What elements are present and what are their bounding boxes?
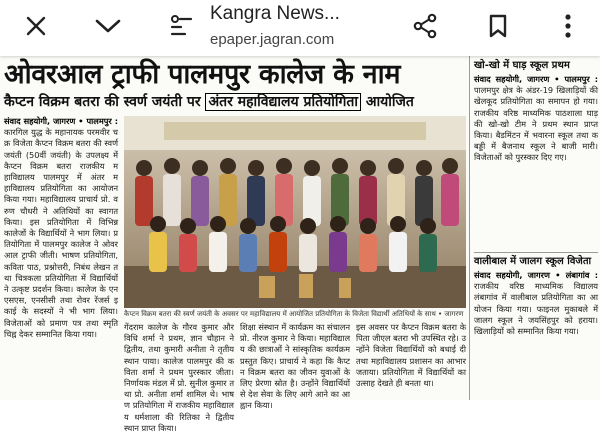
sidebar-dateline-2: संवाद सहयोगी, जागरण • लंबागांव : — [474, 270, 598, 280]
sidebar-story-2 — [474, 270, 598, 400]
photo-caption: कैप्टन विक्रम बतरा की स्वर्ण जयंती के अवसर पर महाविद्यालय में आयोजित प्रतियोगिता के विजेता विद्यार्थी अतिथियों के साथ • जागरण — [124, 310, 464, 318]
column-divider — [469, 56, 470, 400]
subhead-highlight: अंतर महाविद्यालय प्रतियोगिता — [205, 93, 360, 111]
article-column-4: इस अवसर पर कैप्टन विक्रम बतरा के पिता जीएल बतरा भी उपस्थित रहे। उन्होंने विजेता विद्यार्थियों को बधाई दी तथा महाविद्यालय प्रशासन का आभार जताया। प्रतियोगिता में विद्यार्थियों का उत्साह देखते ही बनता था। — [356, 322, 466, 389]
sidebar-story-1-text: पालमपुर क्षेत्र के अंडर-19 खिलाड़ियों की खेलकूद प्रतियोगिता का समापन हो गया। राजकीय वरिष्ठ माध्यमिक पाठशाला घाड़ की खो-खो टीम ने प्रथम स्थान प्राप्त किया। बैडमिंटन में भवारना स्कूल तथा कबड्डी में बैजनाथ स्कूल ने बाजी मारी। विजेताओं को पुरस्कार दिए गए। — [474, 85, 598, 163]
more-options-button[interactable] — [548, 6, 588, 46]
sidebar-dateline-1: संवाद सहयोगी, जागरण • पालमपुर : — [474, 74, 598, 84]
page-settings-button[interactable] — [162, 6, 202, 46]
epaper-page[interactable] — [0, 56, 600, 433]
article-column-2: गेंदराम कालेज के गौरव कुमार और विधि शर्मा ने प्रथम, ज्ञान चौहान ने द्वितीय, तथा कुमारी अनीता ने तृतीय स्थान पाया। कालेज पालमपुर की कविता शर्मा ने प्रथम पुरस्कार जीता। निर्णायक मंडल में प्रो. सुनील कुमार तथा प्रो. अनीता शर्मा शामिल थे। भाषण प्रतियोगिता में राजकीय महाविद्यालय धर्मशाला की रितिका ने द्वितीय स्थान प्राप्त किया। — [124, 322, 234, 433]
bookmark-button[interactable] — [478, 6, 518, 46]
subhead-prefix: कैप्टन विक्रम बतरा की स्वर्ण जयंती पर — [4, 94, 206, 110]
article-column-3: शिक्षा संस्थान में कार्यक्रम का संचालन प्रो. नीरज कुमार ने किया। महाविद्यालय की छात्राओं ने सांस्कृतिक कार्यक्रम प्रस्तुत किए। प्राचार्य ने कहा कि कैप्टन विक्रम बतरा का जीवन युवाओं के लिए प्रेरणा स्रोत है। उन्होंने विद्यार्थियों से देश सेवा के लिए आगे आने का आह्वान किया। — [240, 322, 350, 411]
article-subheadline — [4, 93, 466, 111]
browser-toolbar — [0, 0, 600, 56]
address-bar[interactable] — [210, 2, 390, 50]
bookmark-icon — [488, 14, 508, 38]
close-button[interactable] — [16, 6, 56, 46]
sidebar-headline-1: खो-खो में घाड़ स्कूल प्रथम — [474, 60, 570, 71]
share-icon — [412, 13, 438, 39]
chevron-down-icon — [95, 18, 121, 34]
sidebar-story-1 — [474, 74, 598, 248]
article-photo[interactable] — [124, 116, 466, 308]
article-column-1 — [4, 116, 118, 400]
group-photo-illustration — [124, 116, 466, 308]
article-column-1-text: कारगिल युद्ध के महानायक परमवीर चक्र विजेता कैप्टन विक्रम बतरा की स्वर्ण जयंती (50वीं जयंती) के उपलक्ष्य में कैप्टन विक्रम बतरा राजकीय महाविद्यालय पालमपुर में अंतर महाविद्यालय प्रतियोगिता का आयोजन किया गया। महाविद्यालय प्राचार्य प्रो. वरुण चौधरी ने अतिथियों का स्वागत किया। इस प्रतियोगिता में विभिन्न कालेजों के विद्यार्थियों ने भाग लिया। प्रतियोगिता में पालमपुर कालेज ने ओवरआल ट्राफी जीती। भाषण प्रतियोगिता, कविता पाठ, प्रश्नोत्तरी, निबंध लेखन तथा चित्रकला प्रतियोगिता में विद्यार्थियों ने उत्कृष्ट प्रदर्शन किया। कालेज के एनएसएस, एनसीसी तथा रोवर रेंजर्स इकाई के सदस्यों ने भी भाग लिया। विजेताओं को प्रमाण पत्र तथा स्मृति चिह्न देकर सम्मानित किया गया। — [4, 127, 118, 339]
article-dateline: संवाद सहयोगी, जागरण • पालमपुर : — [4, 116, 118, 126]
tune-icon — [169, 15, 195, 37]
close-icon — [25, 15, 47, 37]
more-vert-icon — [564, 14, 572, 38]
page-url: epaper.jagran.com — [210, 31, 335, 48]
minimize-button[interactable] — [88, 6, 128, 46]
sidebar-story-2-text: राजकीय वरिष्ठ माध्यमिक विद्यालय लंबागांव में वालीबाल प्रतियोगिता का आयोजन किया गया। फाइनल मुकाबले में जालग स्कूल ने जयसिंहपुर को हराया। खिलाड़ियों को सम्मानित किया गया। — [474, 281, 598, 337]
share-button[interactable] — [405, 6, 445, 46]
sidebar-headline-2: वालीबाल में जालग स्कूल विजेता — [474, 256, 592, 267]
sidebar-divider — [474, 252, 598, 253]
page-title: Kangra News... — [210, 3, 340, 24]
article-headline: ओवरआल ट्राफी पालमपुर कालेज के नाम — [4, 59, 401, 90]
subhead-suffix: आयोजित — [360, 94, 414, 110]
